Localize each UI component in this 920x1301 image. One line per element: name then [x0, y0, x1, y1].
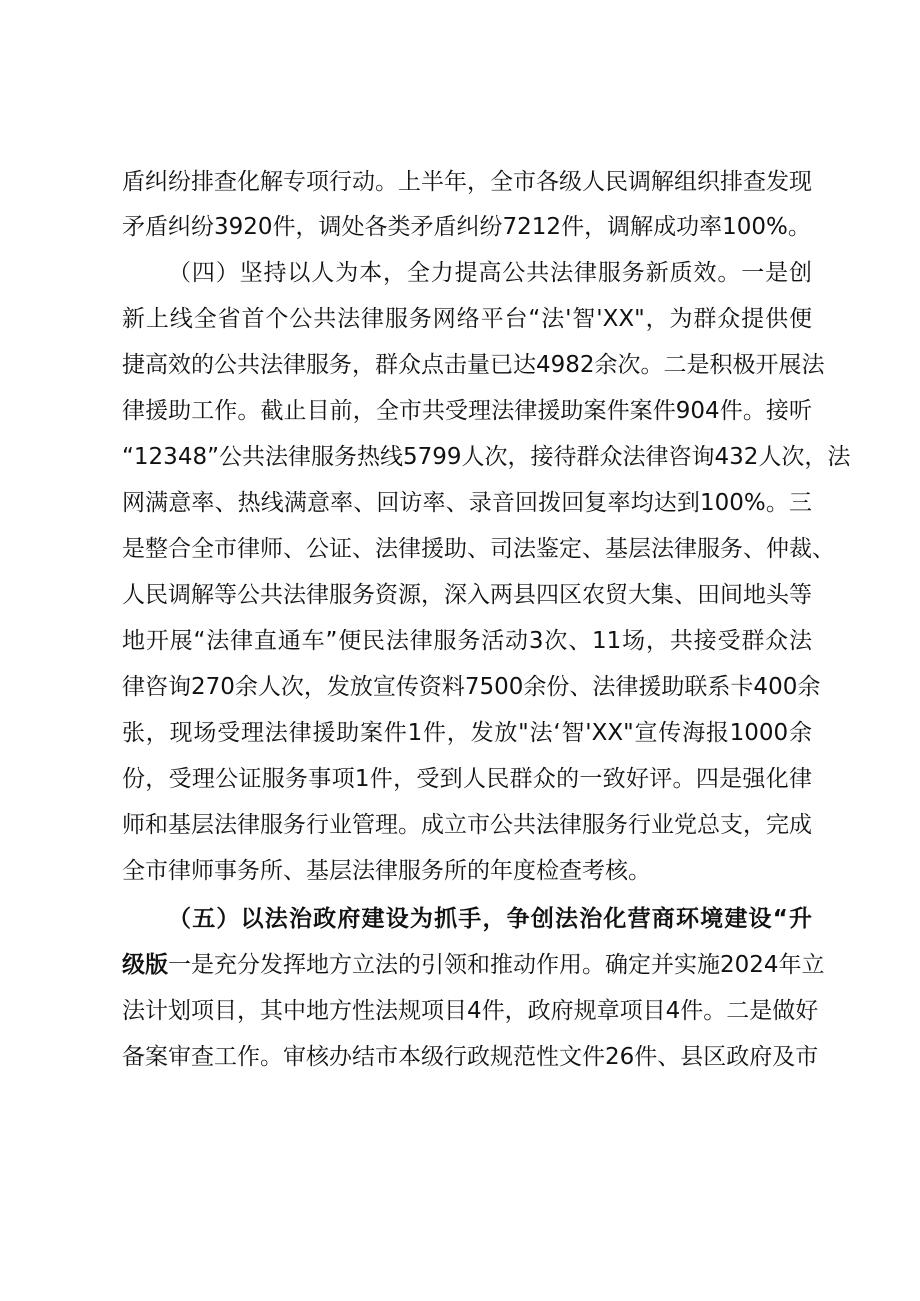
paragraph-line: 捷高效的公共法律服务，群众点击量已达4982余次。二是积极开展法	[122, 352, 825, 378]
section-four-heading-line: （四）坚持以人为本，全力提高公共法律服务新质效。一是创	[168, 260, 812, 286]
paragraph-line: “12348”公共法律服务热线5799人次，接待群众法律咨询432人次，法	[122, 444, 851, 470]
paragraph-line	[122, 950, 825, 980]
paragraph-line: 律援助工作。截止目前，全市共受理法律援助案件案件904件。接听	[122, 398, 812, 424]
paragraph-line: 张，现场受理法律援助案件1件，发放"法‘智'XX"宣传海报1000余	[122, 720, 812, 746]
paragraph-line: 盾纠纷排查化解专项行动。上半年，全市各级人民调解组织排查发现	[122, 169, 812, 195]
paragraph-line: 网满意率、热线满意率、回访率、录音回拨回复率均达到100%。三	[122, 490, 812, 516]
paragraph-line: 新上线全省首个公共法律服务网络平台“法'智'XX"，为群众提供便	[122, 306, 812, 332]
section-five-heading-tail: 级版	[122, 952, 168, 978]
paragraph-line: 律咨询270余人次，发放宣传资料7500余份、法律援助联系卡400余	[122, 674, 821, 700]
paragraph-line: 地开展“法律直通车”便民法律服务活动3次、11场，共接受群众法	[122, 628, 812, 654]
paragraph-line: 份，受理公证服务事项1件，受到人民群众的一致好评。四是强化律	[122, 766, 812, 792]
paragraph-line: 备案审查工作。审核办结市本级行政规范性文件26件、县区政府及市	[122, 1044, 819, 1070]
paragraph-line: 全市律师事务所、基层法律服务所的年度检查考核。	[122, 858, 651, 884]
paragraph-line: 是整合全市律师、公证、法律援助、司法鉴定、基层法律服务、仲裁、	[122, 536, 835, 562]
section-five-heading-line: （五）以法治政府建设为抓手，争创法治化营商环境建设“升	[168, 906, 812, 932]
paragraph-line: 矛盾纠纷3920件，调处各类矛盾纠纷7212件，调解成功率100%。	[122, 214, 811, 240]
paragraph-text: 一是充分发挥地方立法的引领和推动作用。确定并实施2024年立	[168, 952, 825, 978]
paragraph-line: 人民调解等公共法律服务资源，深入两县四区农贸大集、田间地头等	[122, 582, 812, 608]
paragraph-line: 法计划项目，其中地方性法规项目4件，政府规章项目4件。二是做好	[122, 998, 819, 1024]
paragraph-line: 师和基层法律服务行业管理。成立市公共法律服务行业党总支，完成	[122, 812, 812, 838]
